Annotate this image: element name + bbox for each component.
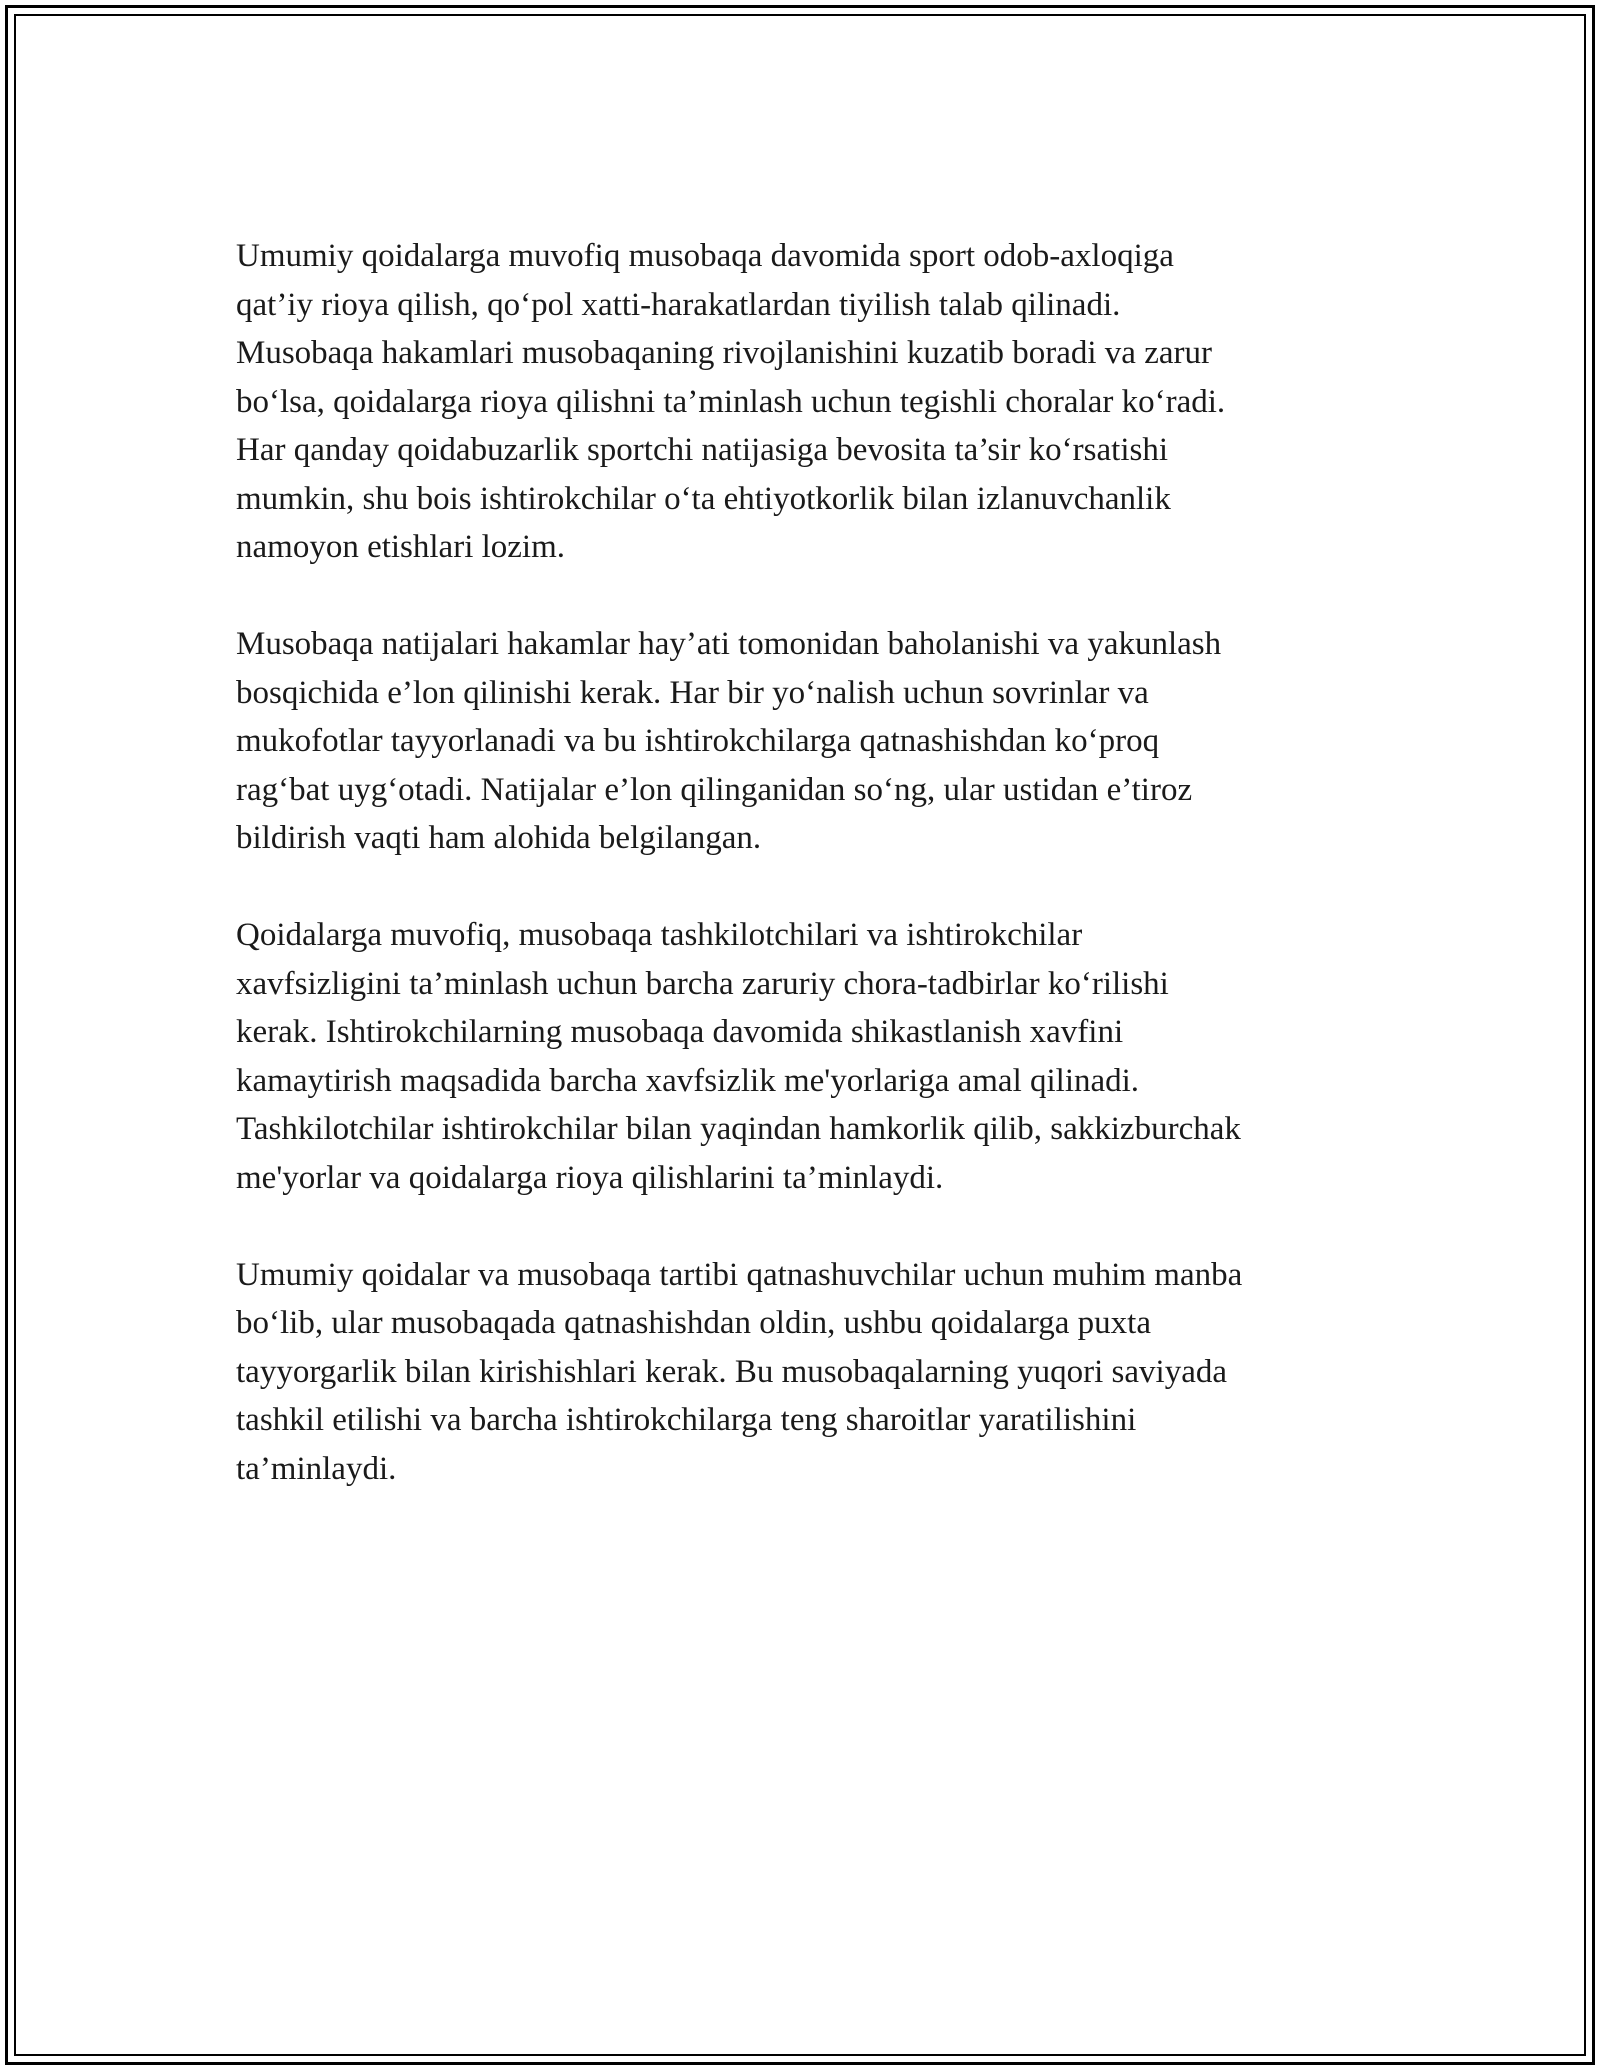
text-line: Umumiy qoidalar va musobaqa tartibi qatnashuvchilar uchun muhim manba: [236, 1256, 1243, 1293]
paragraph-3: [236, 911, 1386, 1202]
text-line: qat’iy rioya qilish, qo‘pol xatti-harakatlardan tiyilish talab qilinadi.: [236, 286, 1121, 323]
text-line: bildirish vaqti ham alohida belgilangan.: [236, 820, 762, 856]
text-line: bosqichida e’lon qilinishi kerak. Har bir yo‘nalish uchun sovrinlar va: [236, 674, 1149, 711]
text-line: bo‘lib, ular musobaqada qatnashishdan oldin, ushbu qoidalarga puxta: [236, 1305, 1151, 1341]
text-line: xavfsizligini ta’minlash uchun barcha zaruriy chora-tadbirlar ko‘rilishi: [236, 965, 1169, 1002]
text-line: Tashkilotchilar ishtirokchilar bilan yaqindan hamkorlik qilib, sakkizburchak: [236, 1111, 1241, 1147]
text-line: Qoidalarga muvofiq, musobaqa tashkilotchilari va ishtirokchilar: [236, 917, 1083, 953]
text-line: bo‘lsa, qoidalarga rioya qilishni ta’minlash uchun tegishli choralar ko‘radi.: [236, 383, 1226, 420]
text-line: kamaytirish maqsadida barcha xavfsizlik me'yorlariga amal qilinadi.: [236, 1062, 1140, 1099]
text-line: me'yorlar va qoidalarga rioya qilishlarini ta’minlaydi.: [236, 1159, 944, 1196]
text-line: Umumiy qoidalarga muvofiq musobaqa davomida sport odob-axloqiga: [236, 238, 1174, 274]
text-line: ta’minlaydi.: [236, 1450, 397, 1487]
text-line: Har qanday qoidabuzarlik sportchi natijasiga bevosita ta’sir ko‘rsatishi: [236, 432, 1168, 468]
text-line: tashkil etilishi va barcha ishtirokchilarga teng sharoitlar yaratilishini: [236, 1402, 1137, 1438]
text-line: mumkin, shu bois ishtirokchilar o‘ta ehtiyotkorlik bilan izlanuvchanlik: [236, 480, 1171, 517]
text-line: Musobaqa hakamlari musobaqaning rivojlanishini kuzatib boradi va zarur: [236, 335, 1212, 371]
document-body: [236, 232, 1386, 1542]
text-line: tayyorgarlik bilan kirishishlari kerak. Bu musobaqalarning yuqori saviyada: [236, 1353, 1227, 1390]
text-line: namoyon etishlari lozim.: [236, 529, 566, 565]
paragraph-1: [236, 232, 1386, 572]
paragraph-2: [236, 620, 1386, 863]
text-line: Musobaqa natijalari hakamlar hay’ati tomonidan baholanishi va yakunlash: [236, 626, 1222, 662]
text-line: rag‘bat uyg‘otadi. Natijalar e’lon qilinganidan so‘ng, ular ustidan e’tiroz: [236, 771, 1193, 808]
text-line: kerak. Ishtirokchilarning musobaqa davomida shikastlanish xavfini: [236, 1014, 1124, 1050]
paragraph-4: [236, 1251, 1386, 1494]
text-line: mukofotlar tayyorlanadi va bu ishtirokchilarga qatnashishdan ko‘proq: [236, 723, 1160, 759]
